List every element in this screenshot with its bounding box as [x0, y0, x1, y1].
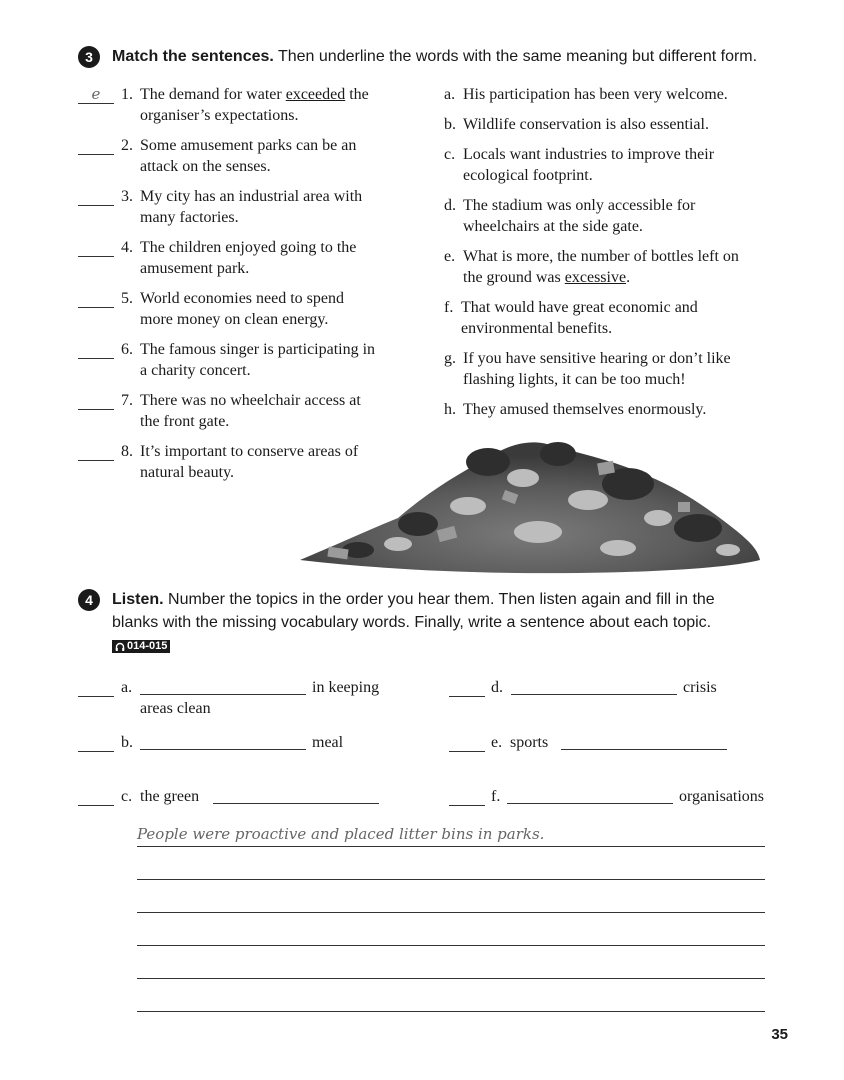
- item-3-line2: many factories.: [140, 209, 239, 226]
- underlined-word-excessive: excessive: [564, 269, 627, 286]
- item-number-7: 7.: [121, 392, 133, 409]
- option-text-a: His participation has been very welcome.: [463, 86, 728, 103]
- exercise-3-number-badge: 3: [78, 46, 100, 68]
- order-blank-b[interactable]: [78, 733, 114, 752]
- item-number-1: 1.: [121, 86, 133, 103]
- item-number-5: 5.: [121, 290, 133, 307]
- option-g-line2: flashing lights, it can be too much!: [463, 371, 686, 388]
- answer-blank-4[interactable]: [78, 238, 114, 257]
- item-2-line2: attack on the senses.: [140, 158, 271, 175]
- option-e-line2-start: the ground was: [463, 269, 565, 286]
- topic-f-text: organisations: [679, 788, 765, 805]
- topic-b-fill-blank[interactable]: [140, 731, 306, 750]
- litter-pile-illustration: [298, 432, 762, 582]
- item-8-line1: It’s important to conserve areas of: [140, 443, 359, 460]
- item-4-line1: The children enjoyed going to the: [140, 239, 357, 256]
- option-text-g: [463, 348, 731, 390]
- option-letter-b: b.: [444, 116, 456, 133]
- option-f-line1: That would have great economic and: [461, 299, 698, 316]
- topic-d-fill-blank[interactable]: [511, 676, 677, 695]
- exercise-4-instructions-line1: Number the topics in the order you hear them. Then listen again and fill in the: [163, 591, 715, 608]
- item-text-5: [140, 288, 344, 330]
- option-text-f: [461, 297, 698, 339]
- exercise-4-number-badge: 4: [78, 589, 100, 611]
- exercise-4-instructions-line2: blanks with the missing vocabulary words. Finally, write a sentence about each topic.: [112, 614, 712, 631]
- writing-line-3[interactable]: [137, 911, 765, 913]
- option-text-d: [463, 195, 695, 237]
- topic-a-line2: areas clean: [140, 700, 211, 717]
- item-7-line2: the front gate.: [140, 413, 230, 430]
- item-number-2: 2.: [121, 137, 133, 154]
- exercise-3-title: Match the sentences.: [112, 48, 274, 65]
- item-7-line1: There was no wheelchair access at: [140, 392, 361, 409]
- option-g-line1: If you have sensitive hearing or don’t like: [463, 350, 731, 367]
- writing-line-2[interactable]: [137, 878, 765, 880]
- writing-line-5[interactable]: [137, 977, 765, 979]
- topic-letter-b: b.: [121, 734, 133, 751]
- topic-letter-d: d.: [491, 679, 503, 696]
- answer-blank-3[interactable]: [78, 187, 114, 206]
- example-sentence: People were proactive and placed litter bins in parks.: [137, 825, 545, 843]
- order-blank-a[interactable]: [78, 678, 114, 697]
- option-letter-d: d.: [444, 197, 456, 214]
- writing-line-4[interactable]: [137, 944, 765, 946]
- topic-d-text: crisis: [683, 679, 717, 696]
- exercise-4-title: Listen.: [112, 591, 164, 608]
- headphones-icon: [115, 642, 125, 652]
- writing-line-6[interactable]: [137, 1010, 765, 1012]
- answer-blank-1[interactable]: e: [78, 85, 114, 104]
- answer-blank-7[interactable]: [78, 391, 114, 410]
- item-5-line1: World economies need to spend: [140, 290, 344, 307]
- order-blank-f[interactable]: [449, 787, 485, 806]
- option-letter-g: g.: [444, 350, 456, 367]
- option-f-line2: environmental benefits.: [461, 320, 613, 337]
- answer-blank-6[interactable]: [78, 340, 114, 359]
- item-text-7: [140, 390, 361, 432]
- option-e-line2-end: .: [626, 269, 631, 286]
- page-number: 35: [771, 1026, 788, 1043]
- topic-a-fill-blank[interactable]: [140, 676, 306, 695]
- answer-blank-2[interactable]: [78, 136, 114, 155]
- item-number-3: 3.: [121, 188, 133, 205]
- exercise-3-instructions: [112, 45, 757, 68]
- exercise-3-instructions-text: Then underline the words with the same meaning but different form.: [273, 48, 758, 65]
- option-d-line2: wheelchairs at the side gate.: [463, 218, 643, 235]
- answer-blank-8[interactable]: [78, 442, 114, 461]
- order-blank-e[interactable]: [449, 733, 485, 752]
- item-number-4: 4.: [121, 239, 133, 256]
- option-letter-h: h.: [444, 401, 456, 418]
- writing-line-1[interactable]: [137, 845, 765, 847]
- item-6-line2: a charity concert.: [140, 362, 251, 379]
- item-number-8: 8.: [121, 443, 133, 460]
- item-1-text-end: the: [345, 86, 369, 103]
- item-number-6: 6.: [121, 341, 133, 358]
- option-e-line1: What is more, the number of bottles left on: [463, 248, 739, 265]
- item-1-text-start: The demand for water: [140, 86, 286, 103]
- topic-letter-a: a.: [121, 679, 133, 696]
- item-4-line2: amusement park.: [140, 260, 250, 277]
- exercise-4-instructions: [112, 588, 715, 634]
- item-8-line2: natural beauty.: [140, 464, 235, 481]
- option-letter-a: a.: [444, 86, 456, 103]
- item-text-2: [140, 135, 356, 177]
- option-text-h: They amused themselves enormously.: [463, 401, 707, 418]
- topic-letter-c: c.: [121, 788, 133, 805]
- option-letter-f: f.: [444, 299, 454, 316]
- option-d-line1: The stadium was only accessible for: [463, 197, 696, 214]
- audio-track-badge[interactable]: [112, 640, 170, 653]
- option-text-b: Wildlife conservation is also essential.: [463, 116, 709, 133]
- item-text-4: [140, 237, 356, 279]
- option-text-e: [463, 246, 739, 288]
- audio-track-label: 014-015: [127, 640, 168, 652]
- item-2-line1: Some amusement parks can be an: [140, 137, 357, 154]
- topic-e-fill-blank[interactable]: [561, 731, 727, 750]
- topic-letter-e: e.: [491, 734, 503, 751]
- topic-f-fill-blank[interactable]: [507, 785, 673, 804]
- item-5-line2: more money on clean energy.: [140, 311, 329, 328]
- answer-blank-5[interactable]: [78, 289, 114, 308]
- option-letter-e: e.: [444, 248, 456, 265]
- topic-letter-f: f.: [491, 788, 501, 805]
- option-letter-c: c.: [444, 146, 456, 163]
- underlined-word-exceeded: exceeded: [285, 86, 346, 103]
- order-blank-c[interactable]: [78, 787, 114, 806]
- item-text-3: [140, 186, 362, 228]
- item-text-6: [140, 339, 375, 381]
- option-c-line1: Locals want industries to improve their: [463, 146, 715, 163]
- option-text-c: [463, 144, 714, 186]
- topic-a-text: in keeping: [312, 679, 380, 696]
- item-6-line1: The famous singer is participating in: [140, 341, 376, 358]
- topic-b-text: meal: [312, 734, 344, 751]
- topic-c-fill-blank[interactable]: [213, 785, 379, 804]
- item-text-1: [140, 84, 369, 126]
- topic-c-text: the green: [140, 788, 200, 805]
- order-blank-d[interactable]: [449, 678, 485, 697]
- item-3-line1: My city has an industrial area with: [140, 188, 363, 205]
- topic-e-text: sports: [510, 734, 549, 751]
- item-1-line2: organiser’s expectations.: [140, 107, 299, 124]
- option-c-line2: ecological footprint.: [463, 167, 593, 184]
